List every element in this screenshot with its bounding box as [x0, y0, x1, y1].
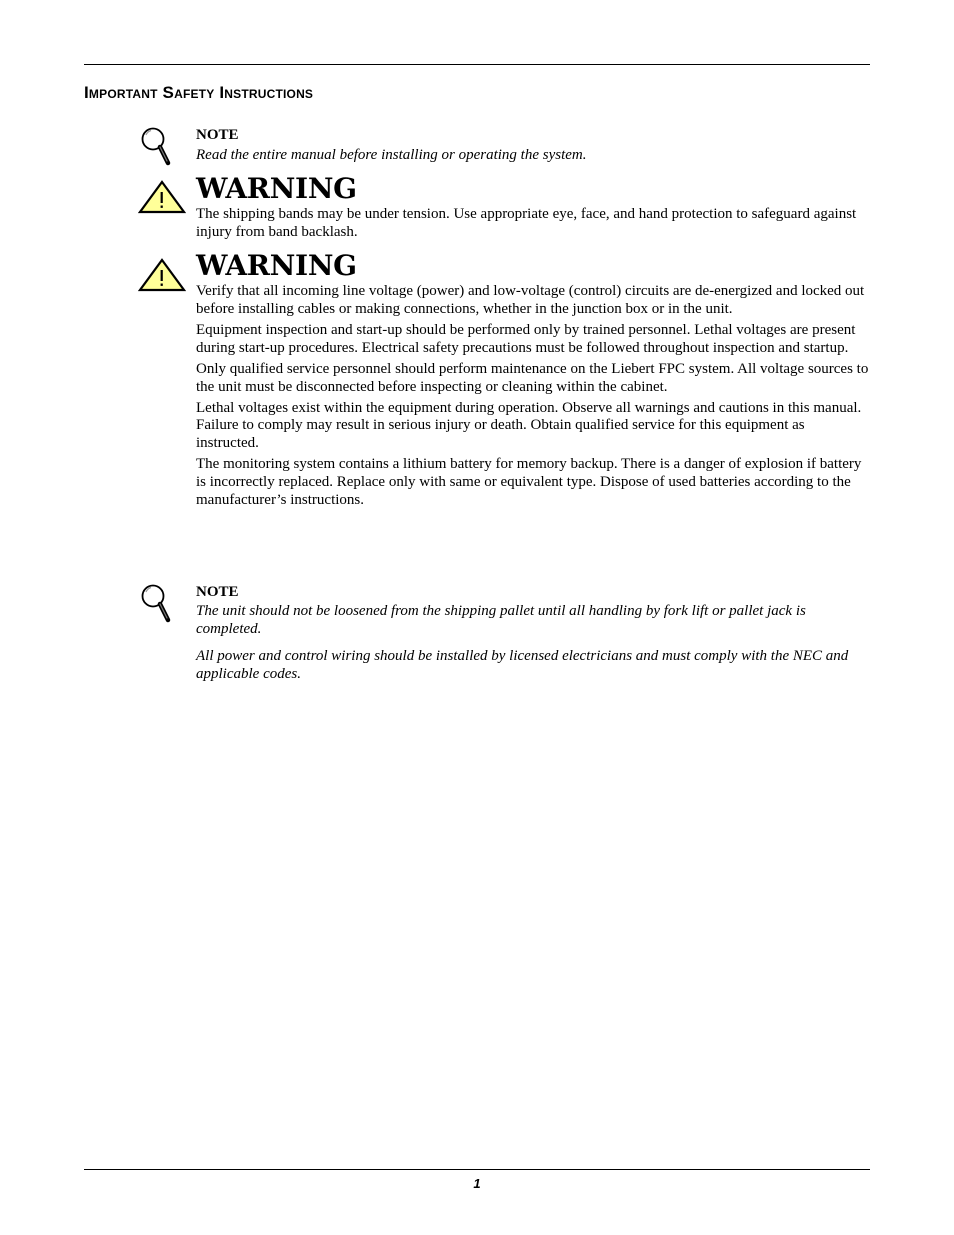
note-1-label: NOTE	[196, 127, 239, 143]
warning-2-paragraph: Only qualified service personnel should perform maintenance on the Liebert FPC system. All voltage sources to the unit must be disconnected before inspecting or cleaning within the cabinet.	[196, 360, 869, 395]
magnifier-icon	[138, 582, 174, 626]
footer-rule	[84, 1169, 870, 1170]
warning-2	[196, 251, 870, 513]
note-1	[196, 126, 870, 165]
warning-1-text: The shipping bands may be under tension. Use appropriate eye, face, and hand protection to safeguard against injury from band backlash.	[196, 206, 857, 240]
warning-2-paragraph: Lethal voltages exist within the equipment during operation. Observe all warnings and cautions in this manual. Failure to comply may result in serious injury or death. Obtain qualified service for this equipment as instructed.	[196, 399, 862, 452]
warning-1	[196, 174, 870, 241]
page-heading: Important Safety Instructions	[84, 83, 314, 102]
note-1-text: Read the entire manual before installing or operating the system.	[196, 147, 587, 163]
magnifier-icon	[138, 125, 174, 169]
warning-2-paragraph: Verify that all incoming line voltage (power) and low-voltage (control) circuits are de-energized and locked out before installing cables or making connections, whether in the junction box or in the unit.	[196, 283, 865, 317]
warning-triangle-icon	[138, 258, 186, 292]
page-number: 1	[473, 1176, 481, 1191]
warning-2-paragraph: Equipment inspection and start-up should be performed only by trained personnel. Lethal voltages are present during start-up procedures. Electrical safety precautions must be followed throughout inspection and startup.	[196, 321, 856, 356]
warning-triangle-icon	[138, 180, 186, 214]
note-2	[196, 583, 870, 687]
note-2-label: NOTE	[196, 584, 239, 600]
note-2-paragraph: All power and control wiring should be installed by licensed electricians and must comply with the NEC and applicable codes.	[196, 648, 849, 683]
warning-2-paragraph: The monitoring system contains a lithium battery for memory backup. There is a danger of explosion if battery is incorrectly replaced. Replace only with same or equivalent type. Dispose of used batteries according to the manufacturer’s instructions.	[196, 456, 862, 508]
warning-1-title: WARNING	[196, 172, 357, 205]
header-rule	[84, 64, 870, 65]
warning-2-title: WARNING	[196, 249, 357, 282]
note-2-paragraph: The unit should not be loosened from the shipping pallet until all handling by fork lift or pallet jack is completed.	[196, 603, 806, 637]
